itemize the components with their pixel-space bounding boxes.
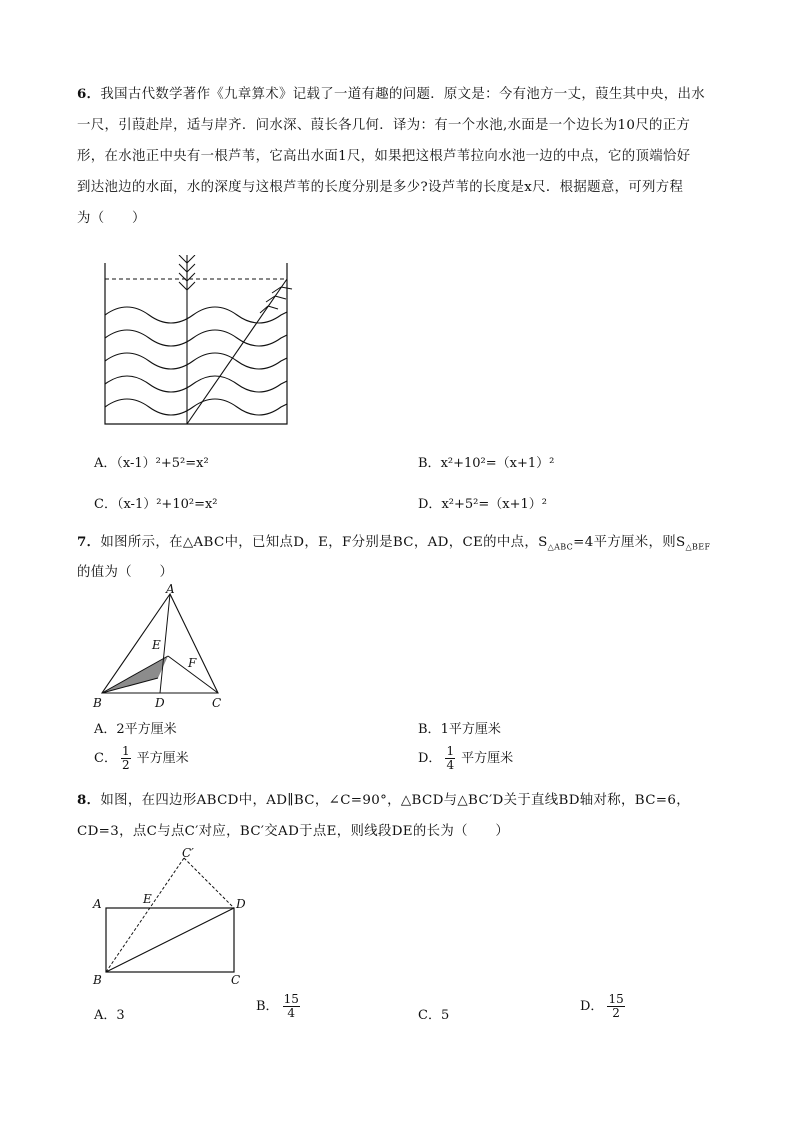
- q7-option-a-label: A．: [94, 722, 117, 737]
- q6-line-2: 一尺，引葭赴岸，适与岸齐．问水深、葭长各几何．译为：有一个水池,水面是一个边长为10尺的正方: [77, 118, 691, 133]
- q7-option-c-label: C．: [94, 751, 117, 766]
- label-c: C: [212, 696, 222, 710]
- q8-number: 8．: [77, 792, 101, 808]
- segment-bd: [106, 908, 234, 972]
- label-d: D: [236, 897, 246, 911]
- q8-line-2: CD=3，点C与点C′对应，BC′交AD于点E，则线段DE的长为（ ）: [77, 824, 510, 839]
- q7-d-numerator: 1: [446, 744, 455, 758]
- label-f: F: [188, 656, 197, 670]
- q7-option-b-text: 1平方厘米: [440, 722, 501, 737]
- q7-option-d-text: 平方厘米: [461, 751, 514, 766]
- q8-option-c-text: 5: [440, 1008, 450, 1023]
- q6-option-a-text: （x-1）²+5²=x²: [116, 456, 209, 471]
- q6-number: 6．: [77, 86, 101, 102]
- q7-option-b[interactable]: [418, 718, 501, 737]
- q7-c-denominator: 2: [121, 758, 130, 772]
- q8-option-d-label: D．: [580, 999, 604, 1014]
- q8-line-1: [77, 789, 690, 808]
- q7-triangle-figure: [90, 582, 230, 712]
- q7-option-d[interactable]: [418, 745, 513, 772]
- q7-option-c[interactable]: [94, 745, 189, 772]
- q7-sub-bef: △BEF: [685, 542, 711, 552]
- q6-line-5: 为（ ）: [77, 211, 146, 226]
- q8-option-d[interactable]: [580, 993, 631, 1020]
- label-e: E: [152, 638, 161, 652]
- q8-option-a[interactable]: [94, 1004, 125, 1023]
- q8-option-c[interactable]: [418, 1004, 449, 1023]
- q8-d-denominator: 2: [612, 1006, 620, 1020]
- q7-option-c-text: 平方厘米: [136, 751, 189, 766]
- label-d: D: [155, 696, 165, 710]
- segment-c-prime-d: [184, 858, 234, 908]
- q7-option-a[interactable]: [94, 718, 177, 737]
- q7-number: 7．: [77, 534, 101, 550]
- label-b: B: [93, 973, 102, 987]
- q8-option-a-label: A．: [94, 1008, 117, 1023]
- q6-line-3: 形，在水池正中央有一根芦苇，它高出水面1尺，如果把这根芦苇拉向水池一边的中点，它的顶端恰好: [77, 149, 691, 164]
- q7-option-a-text: 2平方厘米: [116, 722, 177, 737]
- q7-option-d-fraction: [445, 745, 455, 772]
- q8-quadrilateral-figure: [88, 846, 258, 991]
- label-c: C: [231, 973, 241, 987]
- q8-option-d-fraction: [607, 993, 624, 1020]
- q6-option-a-label: A．: [94, 456, 117, 471]
- q6-option-a[interactable]: [94, 452, 209, 471]
- q6-line-4: 到达池边的水面，水的深度与这根芦苇的长度分别是多少?设芦苇的长度是x尺．根据题意，可列方程: [77, 180, 684, 195]
- q6-option-b-label: B．: [418, 456, 441, 471]
- q8-option-a-text: 3: [116, 1008, 125, 1023]
- q6-option-b-text: x²+10²=（x+1）²: [440, 456, 555, 471]
- q6-option-c-text: （x-1）²+10²=x²: [116, 497, 218, 512]
- waves: [105, 307, 287, 415]
- q7-line-1: [77, 531, 710, 552]
- q6-option-d[interactable]: [418, 493, 547, 512]
- q8-d-numerator: 15: [608, 992, 624, 1006]
- q8-b-numerator: 15: [283, 992, 299, 1006]
- q7-line-2: 的值为（ ）: [77, 565, 174, 580]
- q7-sub-abc: △ABC: [547, 542, 574, 552]
- q6-line-1: [77, 83, 705, 102]
- q8-option-b-fraction: [283, 993, 300, 1020]
- label-b: B: [93, 696, 102, 710]
- q7-option-b-label: B．: [418, 722, 441, 737]
- q6-option-b[interactable]: [418, 452, 554, 471]
- q7-text-1b: =4平方厘米，则S: [573, 535, 686, 550]
- segment-ad: [160, 594, 170, 693]
- segment-bc-prime: [106, 858, 184, 972]
- q7-option-d-label: D．: [418, 751, 442, 766]
- reed-slanted: [187, 279, 287, 424]
- label-e: E: [143, 892, 152, 906]
- q6-option-d-text: x²+5²=（x+1）²: [441, 497, 547, 512]
- q8-option-b[interactable]: [256, 993, 306, 1020]
- q6-option-c[interactable]: [94, 493, 218, 512]
- q8-b-denominator: 4: [287, 1006, 296, 1020]
- q6-option-c-label: C．: [94, 497, 117, 512]
- q6-text-1: 我国古代数学著作《九章算术》记载了一道有趣的问题．原文是：今有池方一丈，葭生其中央，出水: [100, 87, 706, 102]
- q7-c-numerator: 1: [121, 744, 130, 758]
- q6-option-d-label: D．: [418, 497, 442, 512]
- q6-pond-figure: [100, 255, 300, 430]
- label-a: A: [93, 897, 102, 911]
- q7-text-1a: 如图所示，在△ABC中，已知点D，E，F分别是BC，AD，CE的中点，S: [100, 535, 548, 550]
- q8-option-b-label: B．: [256, 999, 279, 1014]
- q7-option-c-fraction: [121, 745, 131, 772]
- label-c-prime: C′: [182, 846, 194, 860]
- q7-d-denominator: 4: [446, 758, 455, 772]
- q8-text-1: 如图，在四边形ABCD中，AD∥BC，∠C=90°，△BCD与△BC′D关于直线BD轴对称，BC=6，: [100, 793, 690, 808]
- q8-option-c-label: C．: [418, 1008, 441, 1023]
- label-a: A: [166, 582, 175, 596]
